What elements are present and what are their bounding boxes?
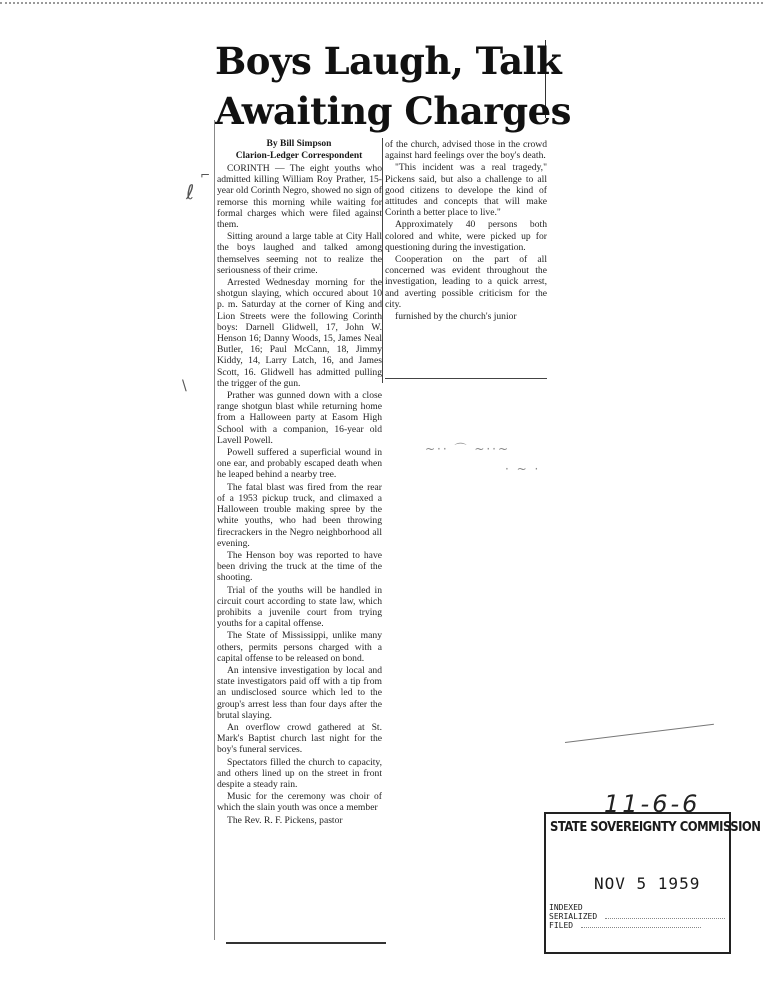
margin-handwritten-mark: ℓ (186, 180, 195, 204)
paragraph: Spectators filled the church to capacity, and others lined up on the street in front despite a steady rain. (217, 756, 382, 790)
margin-tick-mark: ⌐ (200, 168, 211, 182)
paragraph: The fatal blast was fired from the rear of a 1953 pickup truck, and climaxed a Halloween trouble making spree by the white youths, who had been throwing firecrackers in the Negro neighborhood all evening. (217, 481, 382, 549)
stamp-row-label: SERIALIZED (549, 912, 598, 921)
paragraph: An overflow crowd gathered at St. Mark's Baptist church last night for the boy's funeral services. (217, 721, 382, 756)
faint-handwritten-scribble: ~·· ⌒ ~··~ (425, 442, 511, 456)
headline-line-2: Awaiting Charges (215, 89, 571, 133)
paragraph: Cooperation on the part of all concerned was evident throughout the investigation, leading to a quick arrest, and averting possible criticism for the city. (385, 254, 547, 310)
article-column-2 (385, 139, 547, 323)
column-end-rule (385, 378, 547, 379)
paragraph: The Henson boy was reported to have been driving the truck at the time of the shooting. (217, 549, 382, 584)
paragraph: Music for the ceremony was choir of which the slain youth was once a member (217, 791, 382, 814)
byline (218, 138, 380, 162)
paragraph: of the church, advised those in the crowd against hard feelings over the boy's death. (385, 139, 547, 162)
handwritten-file-number: 11-6-6 (604, 790, 701, 818)
stamp-dotted-line (605, 918, 725, 919)
paragraph: An intensive investigation by local and state investigators paid off with a tip from an undisclosed source which led to the group's arrest less than four days after the brutal slaying. (217, 664, 382, 721)
paragraph: Sitting around a large table at City Hall the boys laughed and talked among themselves seeming not to realize the seriousness of their crime. (217, 231, 382, 276)
column-left-rule (214, 120, 215, 940)
paragraph: Trial of the youths will be handled in circuit court according to state law, which prohibits a juvenile court from trying youths for a capital offense. (217, 584, 382, 630)
article-headline (215, 36, 571, 136)
paragraph: Powell suffered a superficial wound in one ear, and probably escaped death when he leaped behind a nearby tree. (217, 447, 382, 481)
stamp-dotted-line (581, 927, 701, 928)
stamp-title: STATE SOVEREIGNTY COMMISSION (550, 819, 761, 835)
paragraph: Prather was gunned down with a close range shotgun blast while returning home from a Halloween party at Easom High School with a companion, 16-year old Lavell Powell. (217, 390, 382, 446)
stamp-row-label: FILED (549, 921, 574, 930)
stamp-row-indexed (549, 903, 583, 912)
paragraph: Approximately 40 persons both colored and white, were picked up for questioning during the investigation. (385, 219, 547, 253)
stamp-date: NOV 5 1959 (594, 874, 701, 893)
headline-line-1: Boys Laugh, Talk (215, 39, 562, 83)
paragraph: "This incident was a real tragedy," Pickens said, but also a challenge to all good citizens to develope the kind of attitudes and concepts that will make Corinth a better place to live." (385, 162, 547, 219)
paragraph: The State of Mississippi, unlike many others, permits persons charged with a capital offense to be released on bond. (217, 630, 382, 664)
stamp-row-label: INDEXED (549, 903, 583, 912)
page-top-dotted-border (0, 2, 763, 4)
paragraph: The Rev. R. F. Pickens, pastor (227, 814, 343, 826)
commission-stamp (544, 812, 761, 954)
byline-role: Clarion-Ledger Correspondent (235, 151, 363, 161)
paragraph: Arrested Wednesday morning for the shotgun slaying, which occured about 10 p. m. Saturday at the corner of King and Lion Streets were the following Corinth boys: Darnell Glidwell, 17, John W. Henson 16; Danny Woods, 15, James Neal Butler, 16; Paul McCann, 18, Jimmy Kiddy, 14, Larry Latch, 16, and James Scott, 16. Glidwell has admitted pulling the trigger of the gun. (217, 277, 382, 389)
article-column-1 (217, 163, 382, 827)
paragraph: CORINTH — The eight youths who admitted killing William Roy Prather, 15-year old Corinth Negro, showed no sign of remorse this morning while waiting for formal charges which were filed against them. (217, 163, 382, 231)
column-divider-rule (382, 138, 383, 383)
column-end-rule (226, 942, 386, 944)
faint-handwritten-scribble: · ~ · (505, 462, 541, 476)
stamp-row-filed (549, 921, 701, 930)
stamp-row-serialized (549, 912, 725, 921)
paragraph: furnished by the church's junior (395, 311, 517, 323)
pen-stroke (565, 724, 714, 743)
margin-slash-mark: \ (182, 378, 187, 394)
byline-author: By Bill Simpson (266, 139, 332, 149)
